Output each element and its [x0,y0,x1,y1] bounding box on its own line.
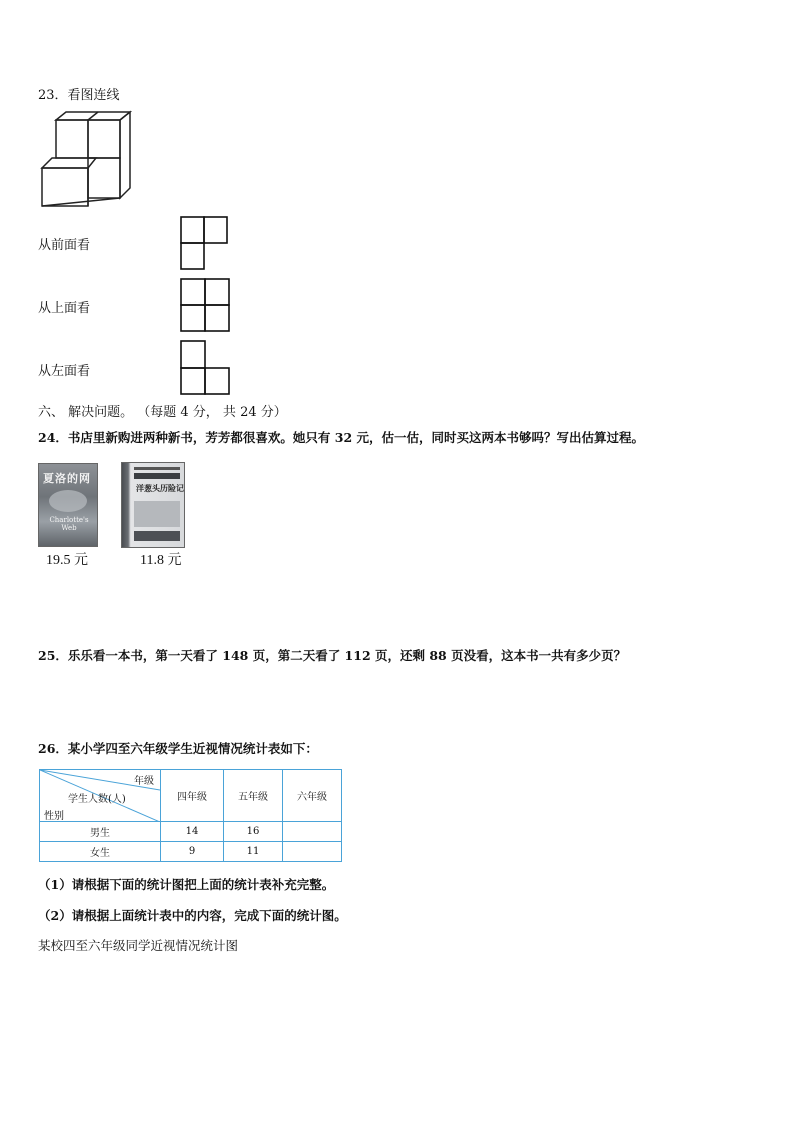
view-shape-left[interactable] [180,340,232,396]
cell-girls-grade6[interactable] [283,842,342,862]
book1-price: 19.5 元 [46,553,88,568]
cell-boys-grade5: 16 [224,822,283,842]
cube-stack-drawing [38,110,134,208]
book1-cover-en: Charlotte's Web [49,516,89,532]
cell-boys-grade6[interactable] [283,822,342,842]
cell-boys-grade4: 14 [161,822,224,842]
header-count: 学生人数(人) [68,794,126,805]
book1-cover-title: 夏洛的网 [43,472,91,485]
section-heading: 六、 解决问题。 （每题 4 分， 共 24 分） [38,405,287,420]
book2-top-stripe [134,467,180,470]
view-shape-front[interactable] [180,216,230,270]
row-label-boys: 男生 [40,822,161,842]
q24-text: 24．书店里新购进两种新书，芳芳都很喜欢。她只有 32 元，估一估，同时买这两本书够吗？写出估算过程。 [38,430,644,445]
view-label-front: 从前面看 [38,238,91,253]
book2-banner [134,473,180,479]
book1-illustration [49,490,87,512]
q26-text: 26．某小学四至六年级学生近视情况统计表如下： [38,741,318,756]
book2-bottom-band [134,531,180,541]
chart-title: 某校四至六年级同学近视情况统计图 [38,938,239,953]
header-gender: 性别 [44,811,64,822]
stat-table [39,769,342,862]
q23-title: 23．看图连线 [38,88,120,103]
book2-illustration [134,501,180,527]
view-label-left: 从左面看 [38,364,91,379]
table-row [40,822,342,842]
book2-price: 11.8 元 [140,553,182,568]
table-row [40,842,342,862]
q26-sub1: （1）请根据下面的统计图把上面的统计表补充完整。 [38,877,335,892]
q26-sub2: （2）请根据上面统计表中的内容，完成下面的统计图。 [38,908,347,923]
view-shape-top[interactable] [180,278,232,332]
table-corner-header [40,770,161,822]
cell-girls-grade4: 9 [161,842,224,862]
view-label-top: 从上面看 [38,301,91,316]
q25-text: 25．乐乐看一本书，第一天看了 148 页，第二天看了 112 页，还剩 88 页没看，这本书一共有多少页？ [38,648,627,663]
book-cover-onion [121,462,185,548]
row-label-girls: 女生 [40,842,161,862]
book2-cover-title: 洋葱头历险记 [136,483,184,493]
header-grade: 年级 [134,776,154,787]
cell-girls-grade5: 11 [224,842,283,862]
book-cover-charlottes-web [38,463,98,547]
col-header-grade4: 四年级 [161,770,224,822]
col-header-grade5: 五年级 [224,770,283,822]
col-header-grade6: 六年级 [283,770,342,822]
